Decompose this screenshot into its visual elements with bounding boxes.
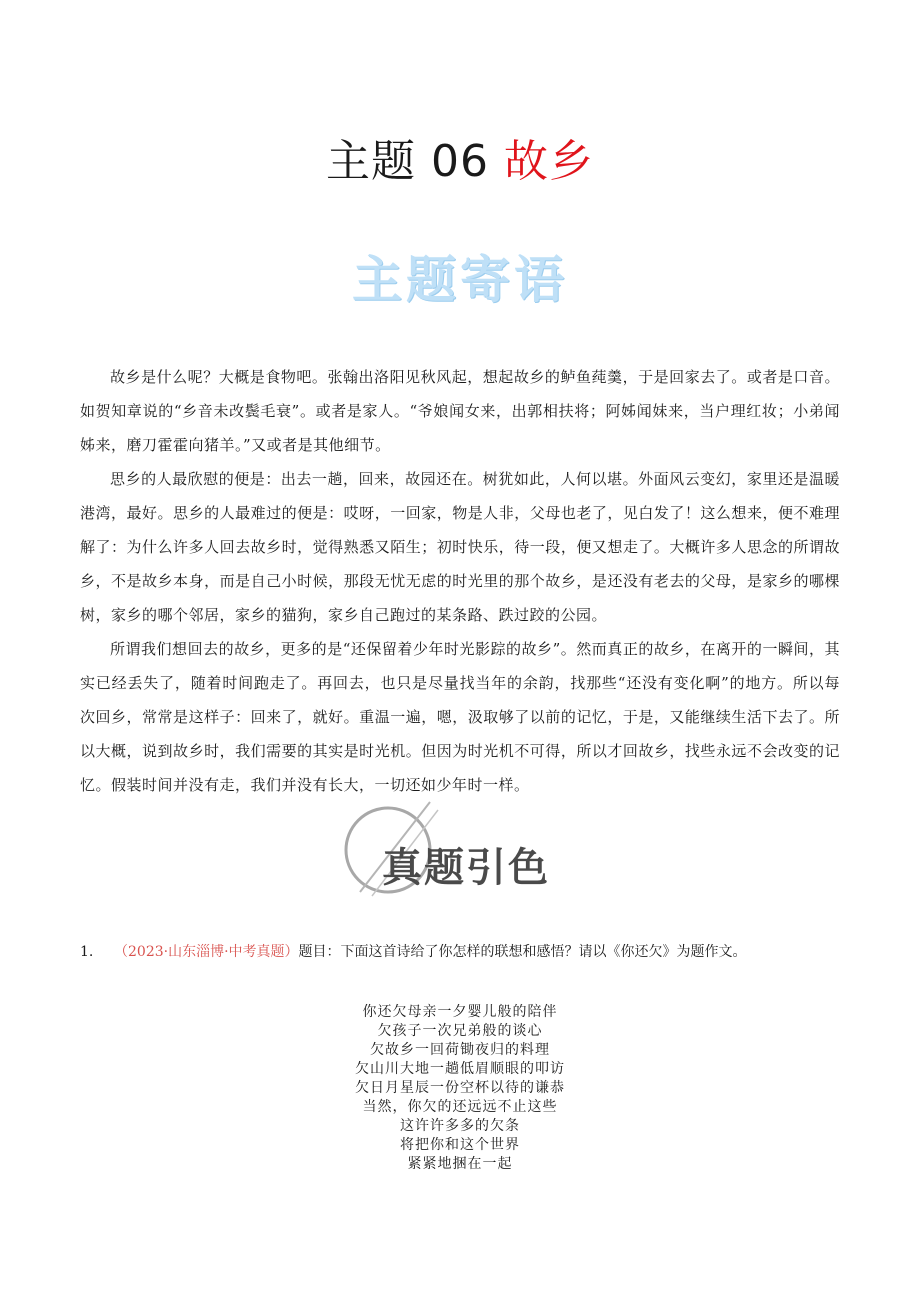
poem-line: 欠日月星辰一份空杯以待的谦恭 [355,1080,565,1096]
question-number: 1. [80,944,94,960]
question-source: （2023·山东淄博·中考真题） [114,944,299,960]
intro-paragraph: 所谓我们想回去的故乡，更多的是“还保留着少年时光影踪的故乡”。然而真正的故乡，在离开的一瞬间，其实已经丢失了，随着时间跑走了。再回去，也只是尽量找当年的余韵，找那些“还没有变化啊”的地方。所以每次回乡，常常是这样子：回来了，就好。重温一遍，嗯，汲取够了以前的记忆，于是，又能继续生活下去了。所以大概，说到故乡时，我们需要的其实是时光机。但因为时光机不可得，所以才回故乡，找些永远不会改变的记忆。假装时间并没有走，我们并没有长大，一切还如少年时一样。 [80,640,840,794]
poem-line: 当然，你欠的还远远不止这些 [362,1099,558,1115]
poem-line: 这许许多多的欠条 [400,1118,520,1134]
poem-line: 欠故乡一回荷锄夜归的料理 [370,1042,550,1058]
poem [0,1003,920,1174]
title-prefix: 主题 06 [326,136,504,187]
poem-line: 欠山川大地一趟低眉顺眼的叩访 [355,1061,565,1077]
poem-line: 你还欠母亲一夕婴儿般的陪伴 [362,1004,558,1020]
exam-banner-text: 真题引色 [382,845,550,891]
poem-line: 将把你和这个世界 [400,1137,520,1153]
question-text: 题目：下面这首诗给了你怎样的联想和感悟？请以《你还欠》为题作文。 [298,944,747,960]
intro-paragraph: 故乡是什么呢？大概是食物吧。张翰出洛阳见秋风起，想起故乡的鲈鱼莼羹，于是回家去了。或者是口音。如贺知章说的“乡音未改鬓毛衰”。或者是家人。“爷娘闻女来，出郭相扶将；阿姊闻妹来，当户理红妆；小弟闻姊来，磨刀霍霍向猪羊。”又或者是其他细节。 [80,368,840,454]
intro-paragraph: 思乡的人最欣慰的便是：出去一趟，回来，故园还在。树犹如此，人何以堪。外面风云变幻，家里还是温暖港湾，最好。思乡的人最难过的便是：哎呀，一回家，物是人非，父母也老了，见白发了！这么想来，便不难理解了：为什么许多人回去故乡时，觉得熟悉又陌生；初时快乐，待一段，便又想走了。大概许多人思念的所谓故乡，不是故乡本身，而是自己小时候，那段无忧无虑的时光里的那个故乡，是还没有老去的父母，是家乡的哪棵树，家乡的哪个邻居，家乡的猫狗，家乡自己跑过的某条路、跌过跤的公园。 [80,470,840,624]
page-title [0,134,920,190]
title-highlight: 故乡 [503,136,594,187]
poem-line: 紧紧地捆在一起 [407,1156,513,1172]
exam-banner [340,800,590,900]
intro-section [80,360,840,802]
question-item [80,935,840,969]
poem-line: 欠孩子一次兄弟般的谈心 [377,1023,543,1039]
intro-banner: 主题寄语 [352,251,568,309]
